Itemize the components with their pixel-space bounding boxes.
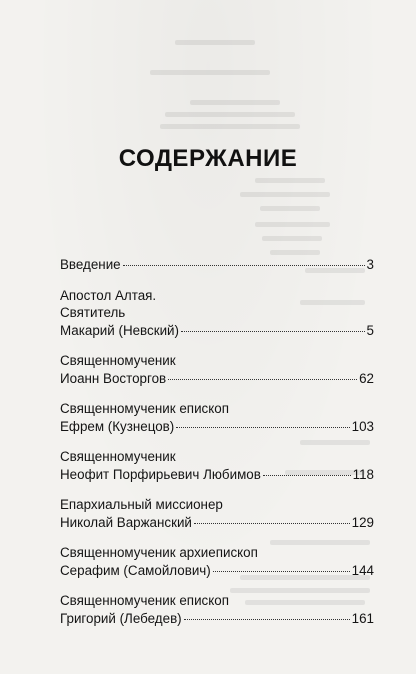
toc-entry-heading-line: Священномученик епископ (60, 593, 229, 608)
toc-entry-heading-line: Священномученик (60, 449, 176, 464)
toc-entry-heading-line: Священномученик архиепископ (60, 545, 258, 560)
toc-entry-name: Ефрем (Кузнецов) (60, 418, 175, 434)
toc-entry[interactable] (60, 256, 374, 274)
toc-page-number: 129 (351, 514, 374, 530)
toc-entry-heading-line: Святитель (60, 305, 126, 320)
toc-entry-name-row (60, 466, 374, 484)
toc-entry-name-row (60, 322, 374, 340)
toc-entry-name: Николай Варжанский (60, 514, 192, 530)
toc-entry[interactable] (60, 400, 374, 435)
page-title: СОДЕРЖАНИЕ (118, 145, 298, 172)
toc-entry[interactable] (60, 544, 374, 579)
dot-leader (181, 330, 365, 332)
toc-entry-name-row (60, 256, 374, 274)
toc-entry-name: Введение (60, 257, 121, 272)
toc-page-number: 118 (352, 466, 374, 482)
toc-page-number: 62 (359, 370, 374, 386)
table-of-contents (60, 256, 374, 640)
dot-leader (176, 426, 349, 428)
toc-page-number: 5 (366, 322, 374, 338)
toc-entry[interactable] (60, 592, 374, 627)
toc-entry-name-row (60, 562, 374, 580)
toc-page-number: 3 (366, 257, 374, 272)
toc-entry[interactable] (60, 287, 374, 340)
toc-entry[interactable] (60, 496, 374, 531)
dot-leader (263, 474, 351, 476)
toc-entry[interactable] (60, 448, 374, 483)
toc-entry-name-row (60, 418, 374, 436)
toc-entry-name-row (60, 514, 374, 532)
toc-page-number: 161 (351, 610, 374, 626)
toc-entry-name-row (60, 370, 374, 388)
toc-entry-heading-line: Священномученик епископ (60, 401, 229, 416)
dot-leader (213, 570, 350, 572)
toc-entry-heading-line: Апостол Алтая. (60, 287, 157, 303)
toc-page-number: 144 (351, 562, 374, 578)
toc-entry-name: Серафим (Самойлович) (60, 562, 211, 578)
dot-leader (194, 522, 350, 524)
toc-entry-name: Иоанн Восторгов (60, 370, 167, 386)
dot-leader (168, 378, 357, 380)
toc-entry-heading-line: Епархиальный миссионер (60, 497, 223, 512)
dot-leader (184, 618, 350, 620)
toc-page-number: 103 (351, 418, 374, 434)
toc-entry[interactable] (60, 352, 374, 387)
toc-entry-name: Макарий (Невский) (60, 322, 179, 338)
dot-leader (123, 264, 365, 266)
toc-entry-name: Григорий (Лебедев) (60, 610, 182, 626)
toc-entry-heading-line: Священномученик (60, 353, 176, 368)
toc-entry-name-row (60, 610, 374, 628)
toc-entry-name: Неофит Порфирьевич Любимов (60, 466, 261, 482)
